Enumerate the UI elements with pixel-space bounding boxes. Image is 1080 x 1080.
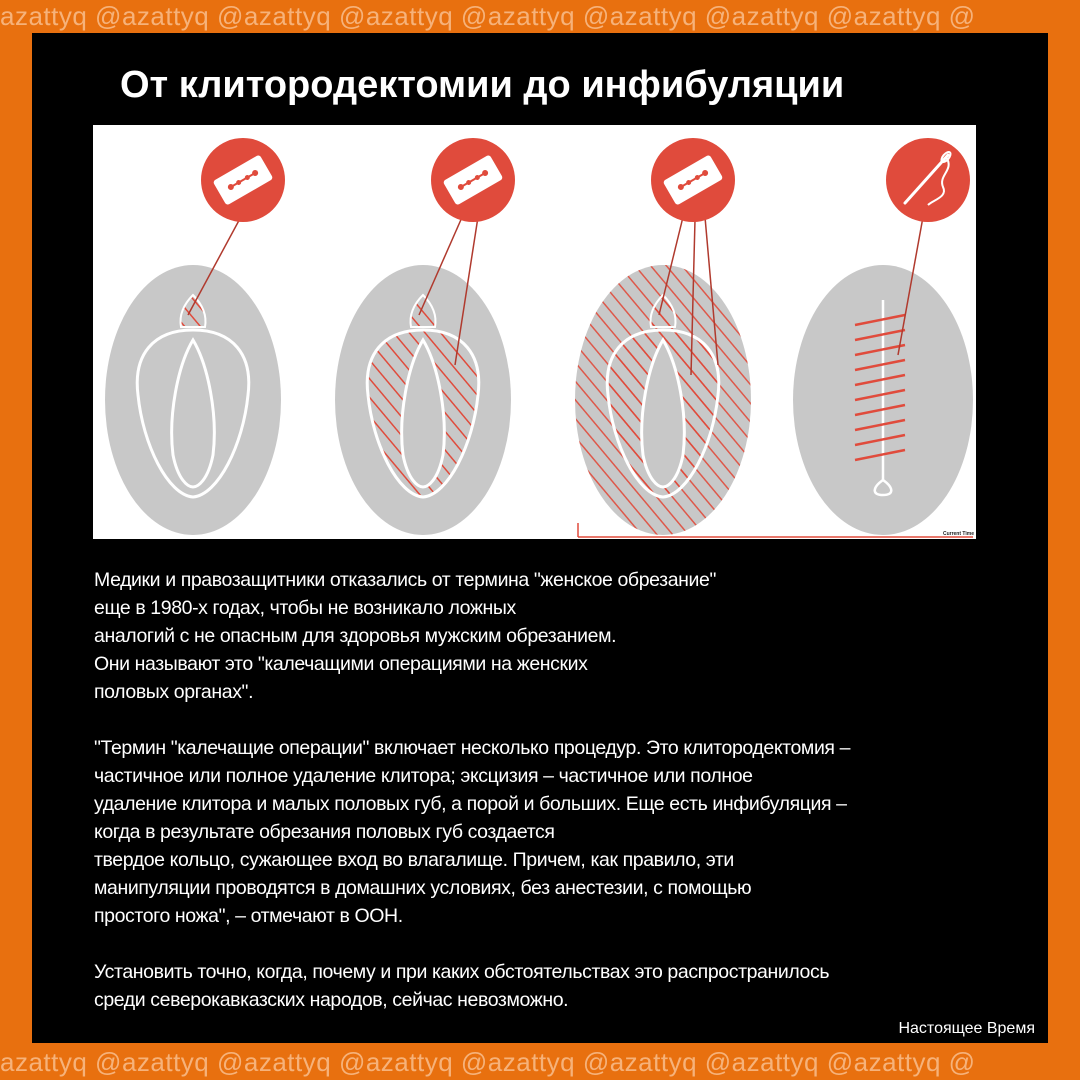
text-line: Медики и правозащитники отказались от термина "женское обрезание" — [94, 569, 716, 591]
illustration — [93, 125, 976, 539]
razor-blade-icon — [201, 138, 285, 222]
text-line: когда в результате обрезания половых губ создается — [94, 821, 555, 843]
razor-blade-icon — [431, 138, 515, 222]
needle-thread-icon — [886, 138, 970, 222]
illustration-credit: Current Time — [942, 531, 974, 537]
text-line: половых органах". — [94, 681, 254, 703]
source-label: Настоящее Время — [898, 1020, 1035, 1037]
text-line: Установить точно, когда, почему и при каких обстоятельствах это распространилось — [94, 961, 830, 983]
stage-4-infibulation — [793, 138, 973, 535]
stage-3-partial-infibulation — [575, 138, 751, 535]
text-line: Они называют это "калечащими операциями на женских — [94, 653, 588, 675]
text-line: частичное или полное удаление клитора; эксцизия – частичное или полное — [94, 765, 753, 787]
watermark-top: azattyq @azattyq @azattyq @azattyq @azattyq @azattyq @azattyq @azattyq @ — [0, 1, 976, 31]
text-line: простого ножа", – отмечают в ООН. — [94, 905, 403, 927]
text-line: манипуляции проводятся в домашних условиях, без анестезии, с помощью — [94, 877, 752, 899]
paragraph-3 — [94, 958, 1034, 1014]
text-line: среди северокавказских народов, сейчас невозможно. — [94, 989, 569, 1011]
text-line: удаление клитора и малых половых губ, а порой и больших. Еще есть инфибуляция – — [94, 793, 847, 815]
watermark-bottom: azattyq @azattyq @azattyq @azattyq @azattyq @azattyq @azattyq @azattyq @ — [0, 1047, 976, 1077]
text-line: твердое кольцо, сужающее вход во влагалище. Причем, как правило, эти — [94, 849, 734, 871]
stage-2-excision — [335, 138, 515, 535]
article-body — [94, 566, 1034, 1014]
stage-1-clitoridectomy — [105, 138, 285, 535]
procedures-diagram — [93, 125, 976, 539]
page-title: От клитородектомии до инфибуляции — [120, 64, 845, 106]
paragraph-1 — [94, 566, 1034, 706]
paragraph-2 — [94, 734, 1034, 930]
text-line: еще в 1980-х годах, чтобы не возникало ложных — [94, 597, 516, 619]
text-line: "Термин "калечащие операции" включает несколько процедур. Это клитородектомия – — [94, 737, 851, 759]
razor-blade-icon — [651, 138, 735, 222]
text-line: аналогий с не опасным для здоровья мужским обрезанием. — [94, 625, 617, 647]
